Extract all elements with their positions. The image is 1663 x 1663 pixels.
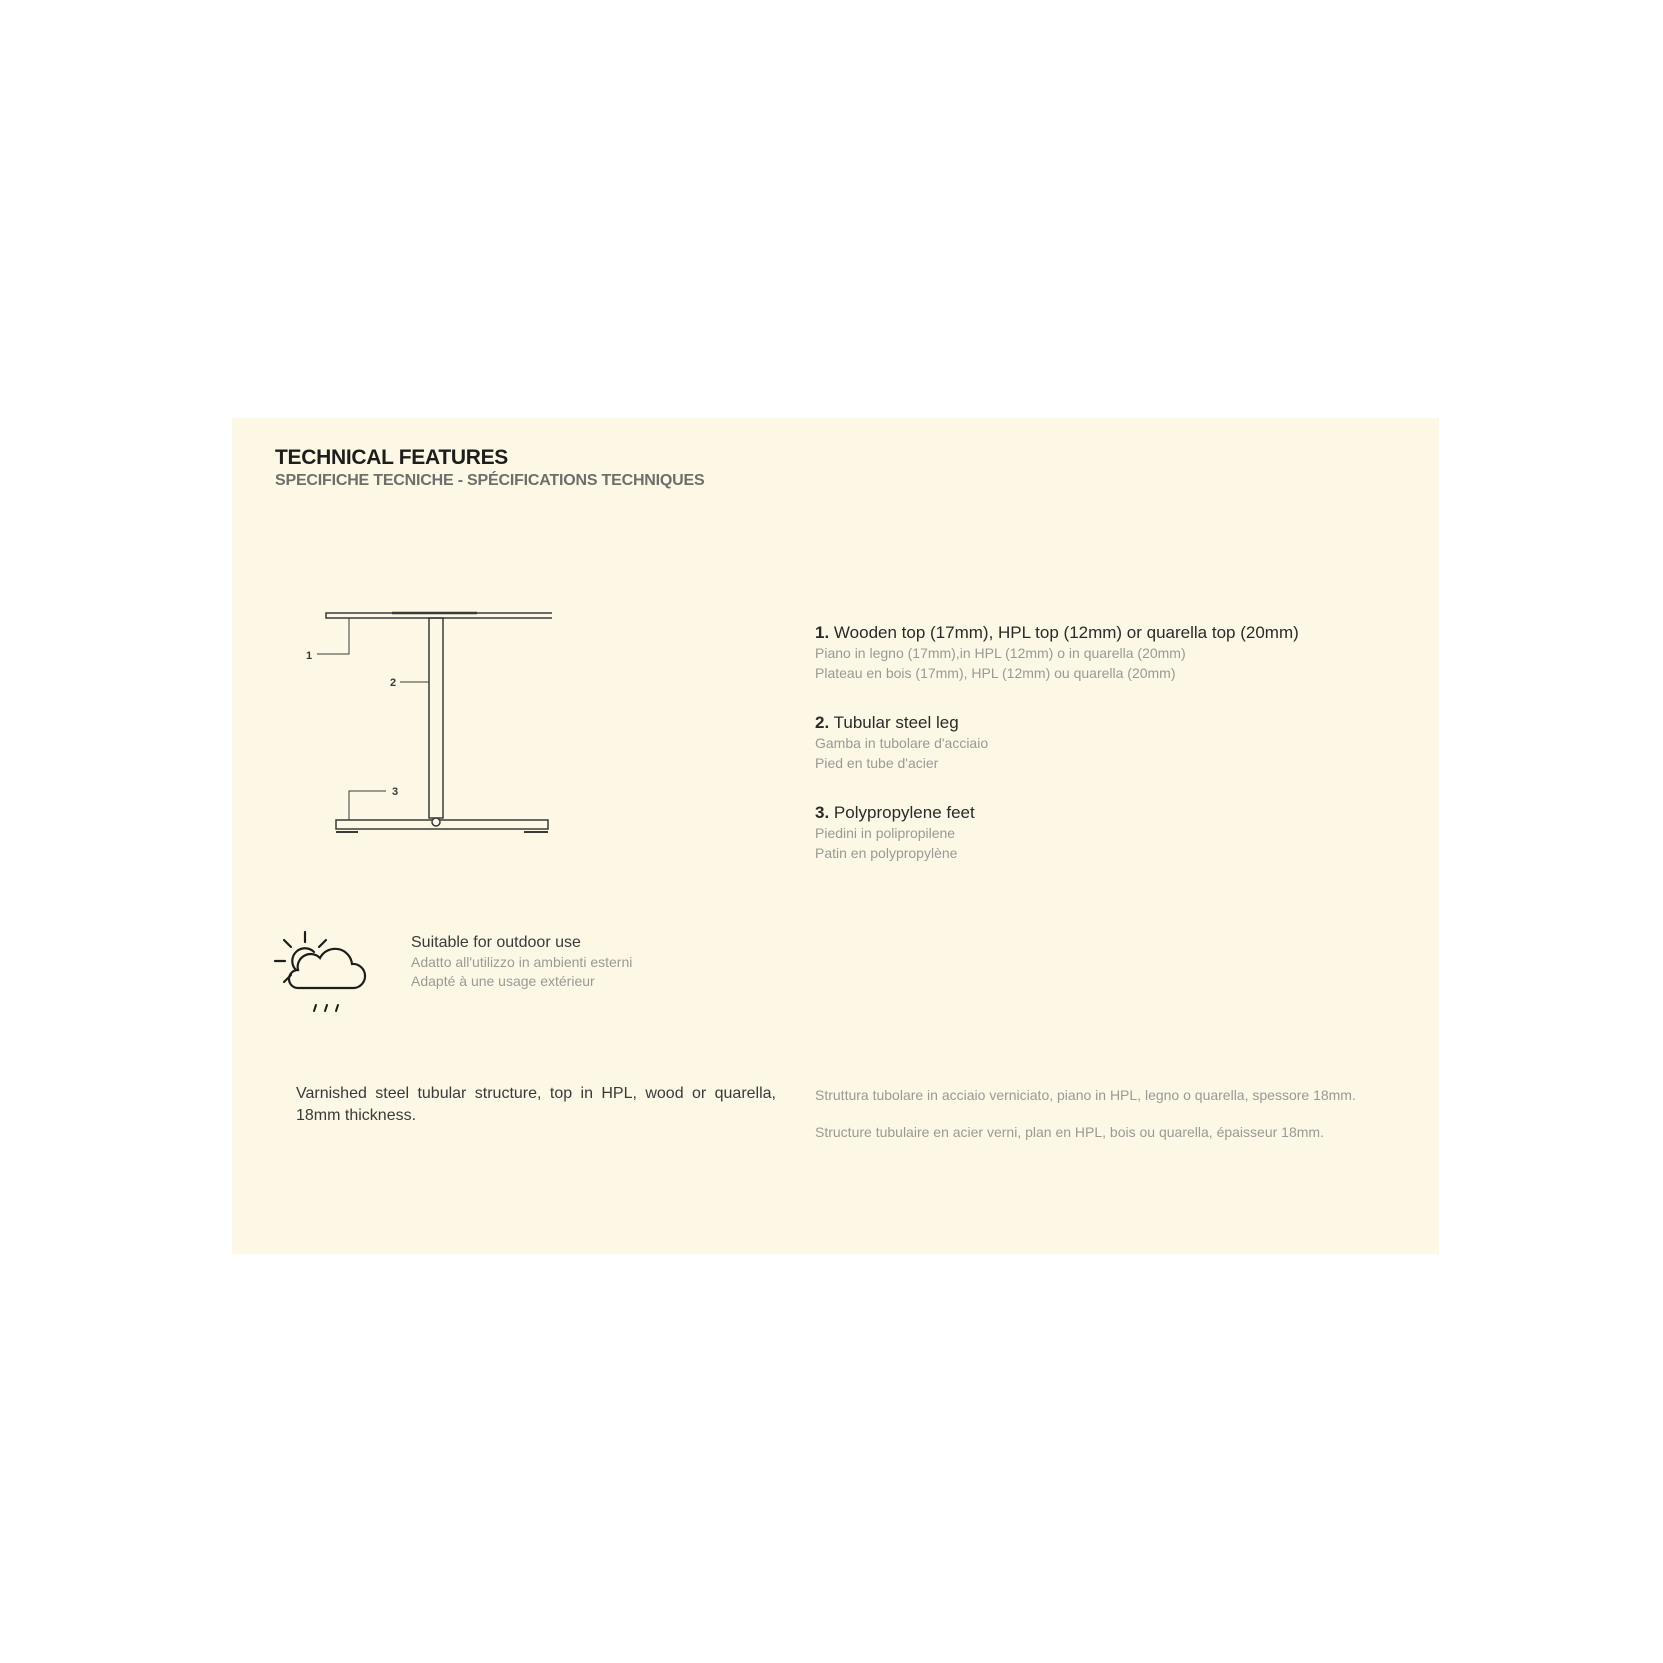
table-diagram xyxy=(272,608,552,848)
feature-number: 2. xyxy=(815,713,830,732)
feature-item-feet xyxy=(815,803,1435,863)
table-base-shape xyxy=(336,820,548,829)
outdoor-use-fr: Adapté à une usage extérieur xyxy=(411,973,595,989)
callout-number-3: 3 xyxy=(392,786,399,798)
callout-number-1: 1 xyxy=(306,650,313,662)
technical-sheet xyxy=(232,418,1439,1254)
feature-title-fr: Pied en tube d'acier xyxy=(815,755,939,771)
outdoor-use-it: Adatto all'utilizzo in ambienti esterni xyxy=(411,954,633,970)
page-subtitle: SPECIFICHE TECNICHE - SPÉCIFICATIONS TECHNIQUES xyxy=(275,472,705,489)
callout-line-1 xyxy=(317,618,349,654)
feature-list xyxy=(815,623,1435,893)
weather-sun-cloud-rain-icon xyxy=(272,928,372,1018)
feature-title-en: Polypropylene feet xyxy=(833,803,975,822)
page-title: TECHNICAL FEATURES xyxy=(275,446,508,469)
callout-line-3 xyxy=(349,791,386,820)
feature-title-it: Piano in legno (17mm),in HPL (12mm) o in quarella (20mm) xyxy=(815,645,1186,661)
feature-title-it: Gamba in tubolare d'acciaio xyxy=(815,735,989,751)
feature-item-top xyxy=(815,623,1435,683)
outdoor-use-en: Suitable for outdoor use xyxy=(411,934,581,951)
description-en: Varnished steel tubular structure, top in HPL, wood or quarella, 18mm thickness. xyxy=(296,1085,776,1124)
description-fr: Structure tubulaire en acier verni, plan en HPL, bois ou quarella, épaisseur 18mm. xyxy=(815,1124,1324,1140)
description-it: Struttura tubolare in acciaio verniciato, piano in HPL, legno o quarella, spessore 18mm. xyxy=(815,1087,1356,1103)
table-leg-shape xyxy=(429,618,443,818)
callout-number-2: 2 xyxy=(390,677,397,689)
feature-number: 1. xyxy=(815,623,830,642)
feature-item-leg xyxy=(815,713,1435,773)
leg-joint-circle xyxy=(432,818,440,826)
feature-title-fr: Patin en polypropylène xyxy=(815,845,958,861)
feature-number: 3. xyxy=(815,803,830,822)
feature-title-en: Tubular steel leg xyxy=(833,713,959,732)
feature-title-en: Wooden top (17mm), HPL top (12mm) or quarella top (20mm) xyxy=(833,623,1299,642)
feature-title-it: Piedini in polipropilene xyxy=(815,825,956,841)
outdoor-use-text xyxy=(411,933,811,991)
feature-title-fr: Plateau en bois (17mm), HPL (12mm) ou quarella (20mm) xyxy=(815,665,1176,681)
